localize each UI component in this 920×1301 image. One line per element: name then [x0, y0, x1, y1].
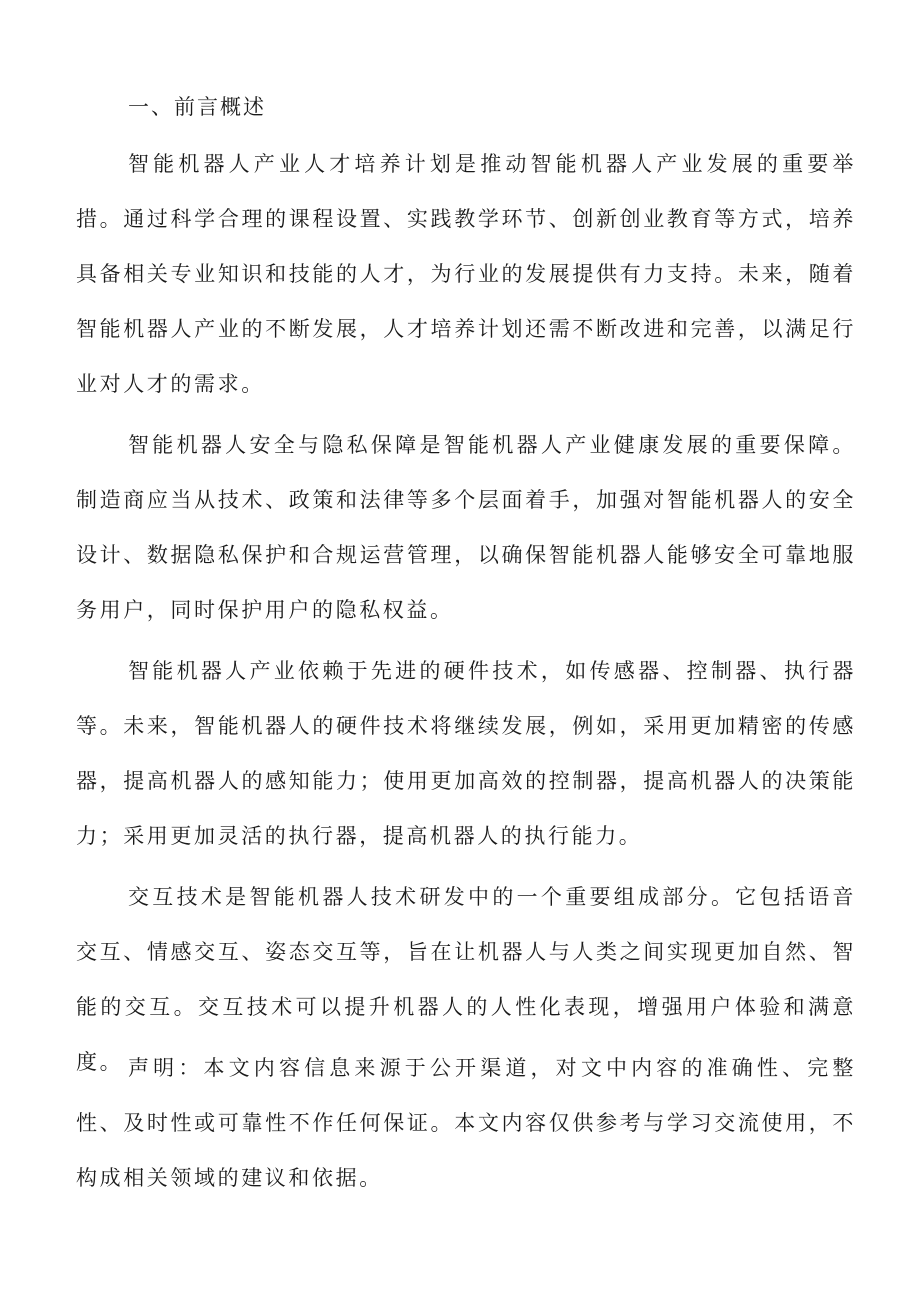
section-heading: 一、前言概述 — [128, 95, 266, 119]
paragraph-disclaimer: 声明：本文内容信息来源于公开渠道，对文中内容的准确性、完整性、及时性或可靠性不作任何保证。本文内容仅供参考与学习交流使用，不构成相关领域的建议和依据。 — [76, 1056, 856, 1190]
paragraph-interaction-technology: 交互技术是智能机器人技术研发中的一个重要组成部分。它包括语音交互、情感交互、姿态交互等，旨在让机器人与人类之间实现更加自然、智能的交互。交互技术可以提升机器人的人性化表现，增强用户体验和满意度。 — [76, 885, 856, 1074]
paragraph-security-privacy: 智能机器人安全与隐私保障是智能机器人产业健康发展的重要保障。制造商应当从技术、政策和法律等多个层面着手，加强对智能机器人的安全设计、数据隐私保护和合规运营管理，以确保智能机器人能够安全可靠地服务用户，同时保护用户的隐私权益。 — [76, 433, 856, 622]
paragraph-talent-cultivation: 智能机器人产业人才培养计划是推动智能机器人产业发展的重要举措。通过科学合理的课程设置、实践教学环节、创新创业教育等方式，培养具备相关专业知识和技能的人才，为行业的发展提供有力支持。未来，随着智能机器人产业的不断发展，人才培养计划还需不断改进和完善，以满足行业对人才的需求。 — [76, 152, 856, 396]
paragraph-hardware-technology: 智能机器人产业依赖于先进的硬件技术，如传感器、控制器、执行器等。未来，智能机器人的硬件技术将继续发展，例如，采用更加精密的传感器，提高机器人的感知能力；使用更加高效的控制器，提高机器人的决策能力；采用更加灵活的执行器，提高机器人的执行能力。 — [76, 659, 856, 848]
